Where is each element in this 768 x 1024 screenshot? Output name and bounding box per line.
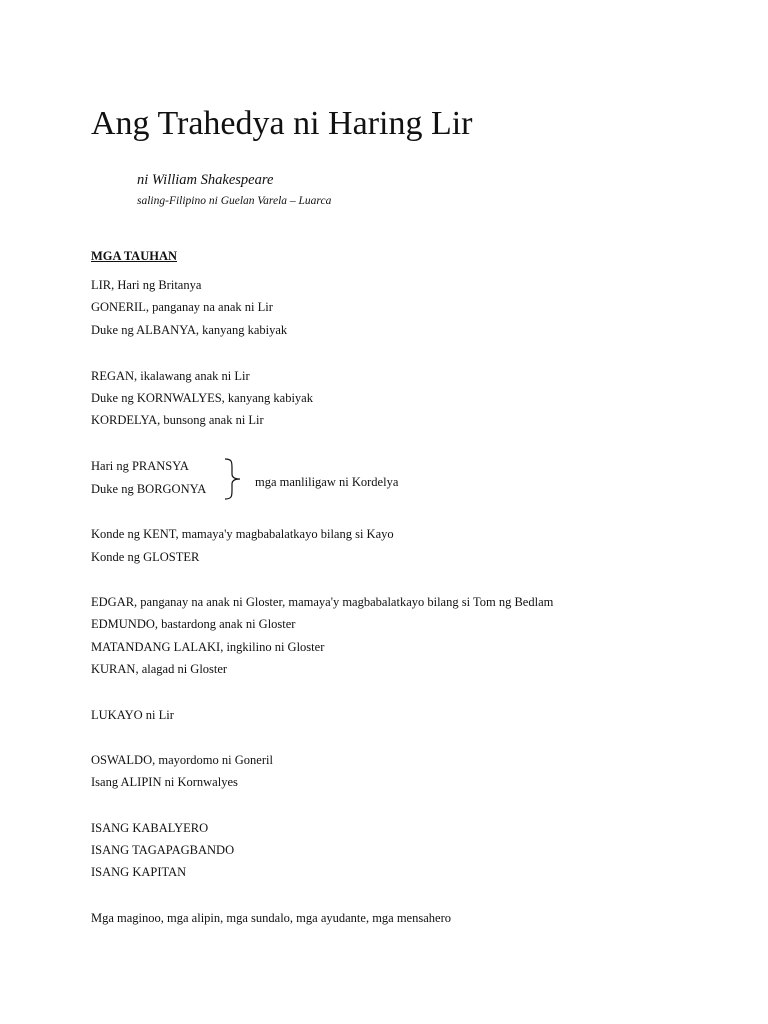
character-captain: ISANG KAPITAN	[91, 865, 187, 879]
character-fool: LUKAYO ni Lir	[91, 708, 174, 722]
suitors-note: mga manliligaw ni Kordelya	[255, 475, 399, 489]
character-cornwall: Duke ng KORNWALYES, kanyang kabiyak	[91, 391, 313, 405]
cast-heading: MGA TAUHAN	[91, 249, 177, 263]
character-knight: ISANG KABALYERO	[91, 821, 209, 835]
character-servant: Isang ALIPIN ni Kornwalyes	[91, 775, 238, 789]
document-title: Ang Trahedya ni Haring Lir	[91, 105, 473, 142]
character-kordelya: KORDELYA, bunsong anak ni Lir	[91, 413, 264, 427]
character-kuran: KURAN, alagad ni Gloster	[91, 662, 228, 676]
character-goneril: GONERIL, panganay na anak ni Lir	[91, 300, 273, 314]
character-burgundy: Duke ng BORGONYA	[91, 482, 207, 496]
character-oswaldo: OSWALDO, mayordomo ni Goneril	[91, 753, 273, 767]
character-edmundo: EDMUNDO, bastardong anak ni Gloster	[91, 617, 296, 631]
author-byline: ni William Shakespeare	[137, 172, 274, 188]
curly-brace-icon	[223, 458, 243, 500]
character-regan: REGAN, ikalawang anak ni Lir	[91, 369, 250, 383]
character-old-man: MATANDANG LALAKI, ingkilino ni Gloster	[91, 640, 325, 654]
character-extras: Mga maginoo, mga alipin, mga sundalo, mga ayudante, mga mensahero	[91, 911, 451, 925]
character-gloster: Konde ng GLOSTER	[91, 550, 200, 564]
character-edgar: EDGAR, panganay na anak ni Gloster, mamaya'y magbabalatkayo bilang si Tom ng Bedlam	[91, 595, 554, 609]
character-france: Hari ng PRANSYA	[91, 459, 189, 473]
character-kent: Konde ng KENT, mamaya'y magbabalatkayo bilang si Kayo	[91, 527, 394, 541]
translator-credit: saling-Filipino ni Guelan Varela – Luarca	[137, 195, 332, 207]
character-albany: Duke ng ALBANYA, kanyang kabiyak	[91, 323, 288, 337]
character-herald: ISANG TAGAPAGBANDO	[91, 843, 235, 857]
character-lir: LIR, Hari ng Britanya	[91, 278, 202, 292]
